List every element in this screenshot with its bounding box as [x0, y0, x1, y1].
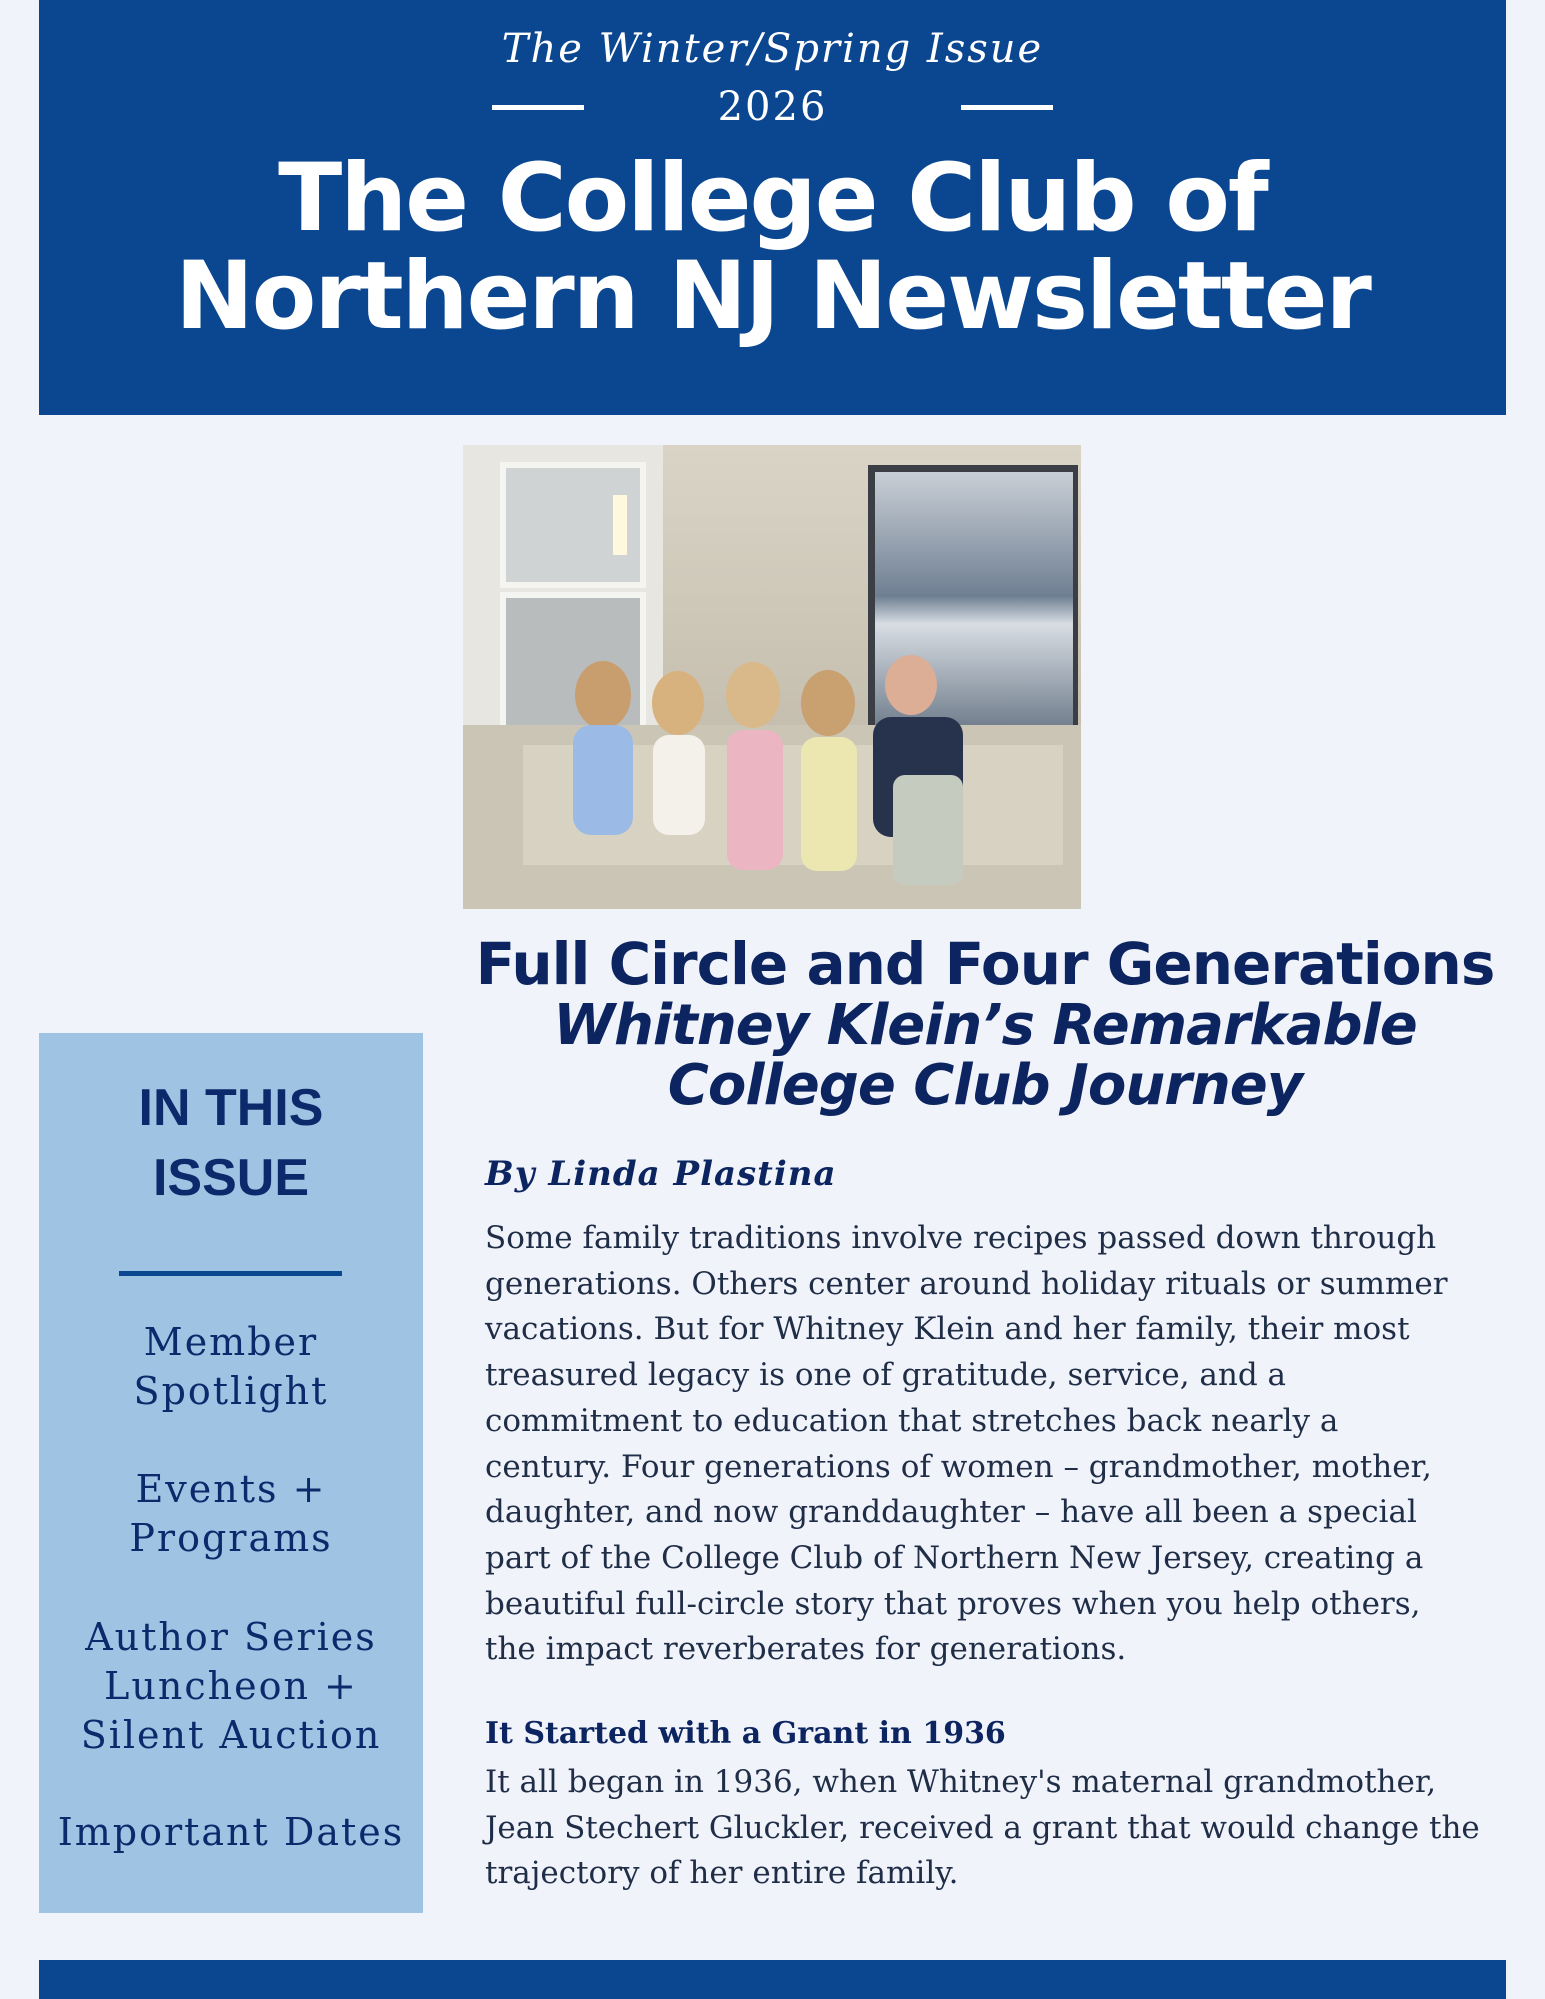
- paragraph-line: Some family traditions involve recipes passed down through: [485, 1220, 1437, 1256]
- subtitle-line-1: Whitney Klein’s Remarkable: [553, 993, 1417, 1058]
- article-byline: By Linda Plastina: [485, 1154, 837, 1194]
- heading-line-2: ISSUE: [152, 1149, 310, 1207]
- subtitle-line-2: College Club Journey: [667, 1053, 1303, 1118]
- paragraph-line: commitment to education that stretches back nearly a: [485, 1402, 1339, 1439]
- article-paragraph-1: [485, 1216, 1515, 1673]
- issue-label: The Winter/Spring Issue: [501, 26, 1044, 72]
- year-rule-left: [492, 105, 584, 110]
- sidebar-item-author-series[interactable]: Author Series Luncheon + Silent Auction: [80, 1615, 382, 1757]
- article-subtitle: [425, 993, 1545, 1118]
- paragraph-line: beautiful full-circle story that proves when you help others,: [485, 1585, 1421, 1622]
- paragraph-line: generations. Others center around holiday rituals or summer: [485, 1265, 1448, 1302]
- paragraph-line: trajectory of her entire family.: [485, 1855, 959, 1892]
- sidebar-divider: [119, 1271, 342, 1276]
- in-this-issue-heading: [39, 1073, 423, 1213]
- masthead: [39, 0, 1506, 415]
- year-rule-right: [961, 105, 1053, 110]
- issue-year: 2026: [717, 84, 828, 130]
- footer-bar: [39, 1960, 1506, 1999]
- paragraph-line: part of the College Club of Northern New Jersey, creating a: [485, 1539, 1424, 1576]
- paragraph-line: the impact reverberates for generations.: [485, 1631, 1127, 1668]
- newsletter-title: [39, 144, 1506, 351]
- article-title: Full Circle and Four Generations: [475, 930, 1495, 998]
- paragraph-line: Jean Stechert Gluckler, received a grant that would change the: [485, 1809, 1480, 1846]
- sidebar-item-events-programs[interactable]: Events + Programs: [129, 1467, 333, 1560]
- family-photo-illustration: [463, 445, 1081, 909]
- year-row: [39, 80, 1506, 134]
- paragraph-line: century. Four generations of women – grandmother, mother,: [485, 1448, 1432, 1485]
- paragraph-line: It all began in 1936, when Whitney's maternal grandmother,: [485, 1764, 1437, 1800]
- sidebar-item-member-spotlight[interactable]: Member Spotlight: [133, 1320, 329, 1413]
- title-line-2: Northern NJ Newsletter: [175, 242, 1370, 351]
- heading-line-1: IN THIS: [138, 1079, 324, 1137]
- family-photo: [463, 445, 1081, 909]
- sidebar-item-important-dates[interactable]: Important Dates: [57, 1810, 405, 1854]
- paragraph-line: treasured legacy is one of gratitude, service, and a: [485, 1357, 1287, 1394]
- article-paragraph-2: [485, 1760, 1515, 1897]
- paragraph-line: daughter, and now granddaughter – have all been a special: [485, 1494, 1417, 1531]
- article-subheading: It Started with a Grant in 1936: [485, 1716, 1006, 1751]
- in-this-issue-panel: [39, 1033, 423, 1913]
- title-line-1: The College Club of: [278, 144, 1267, 253]
- paragraph-line: vacations. But for Whitney Klein and her family, their most: [485, 1311, 1410, 1348]
